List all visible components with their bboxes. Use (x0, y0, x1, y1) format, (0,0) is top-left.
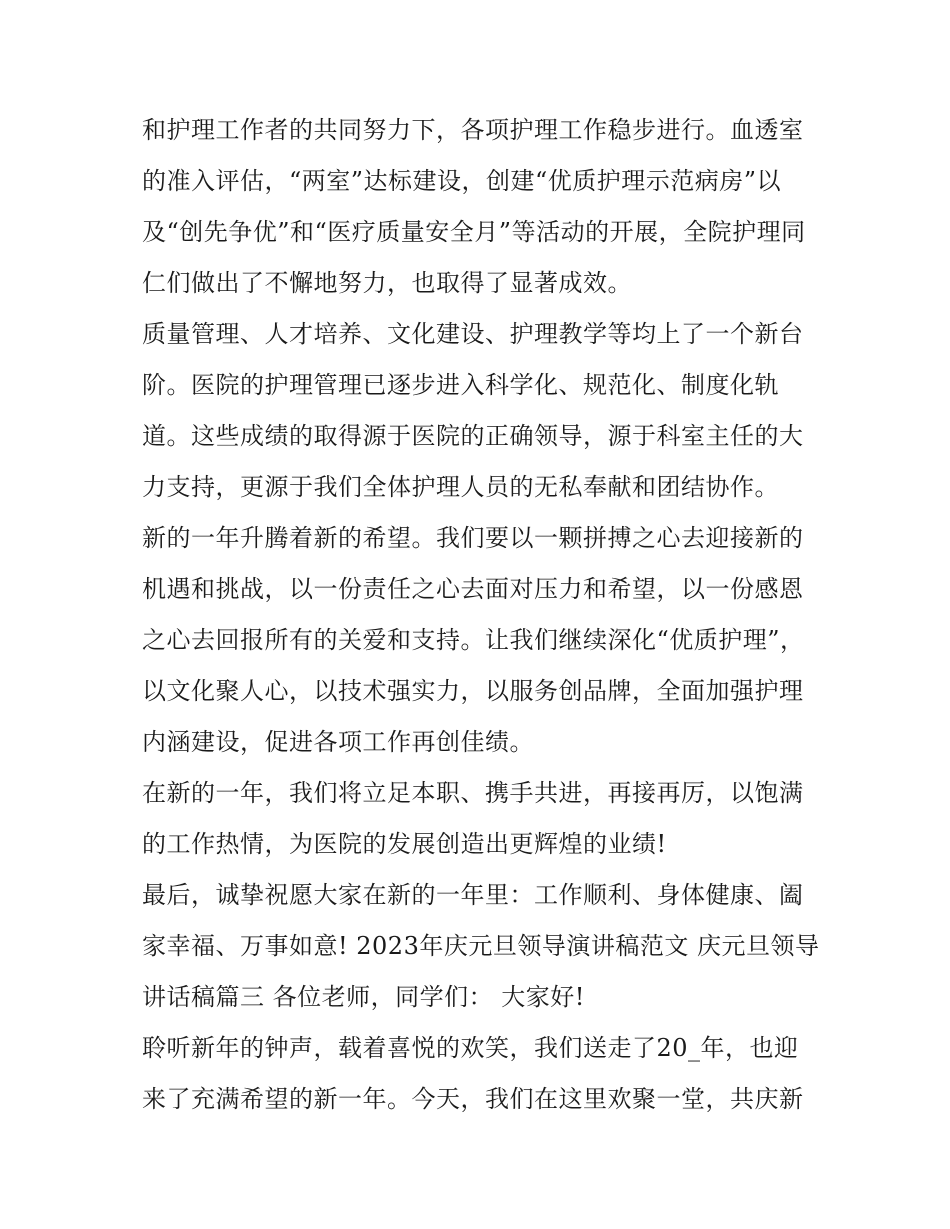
text-line: 机遇和挑战，以一份责任之心去面对压力和希望，以一份感恩 (142, 575, 804, 603)
paragraph-6 (142, 1023, 822, 1125)
text-line: 来了充满希望的新一年。今天，我们在这里欢聚一堂，共庆新 (142, 1085, 804, 1113)
paragraph-4 (142, 768, 822, 870)
paragraph-3 (142, 513, 822, 768)
text-line: 和护理工作者的共同努力下，各项护理工作稳步进行。血透室 (142, 116, 804, 144)
text-line: 内涵建设，促进各项工作再创佳绩。 (142, 728, 534, 756)
text-line: 讲话稿篇三 各位老师，同学们： 大家好! (142, 983, 585, 1011)
text-line: 之心去回报所有的关爱和支持。让我们继续深化“优质护理”， (142, 626, 805, 654)
paragraph-5 (142, 870, 822, 1023)
body-text (142, 105, 822, 1125)
text-line: 的准入评估，“两室”达标建设，创建“优质护理示范病房”以 (142, 167, 782, 195)
text-line: 在新的一年，我们将立足本职、携手共进，再接再厉，以饱满 (142, 779, 804, 807)
text-line: 道。这些成绩的取得源于医院的正确领导，源于科室主任的大 (142, 422, 804, 450)
text-line: 聆听新年的钟声，载着喜悦的欢笑，我们送走了20_年，也迎 (142, 1034, 799, 1062)
paragraph-2 (142, 309, 822, 513)
paragraph-1 (142, 105, 822, 309)
text-line: 阶。医院的护理管理已逐步进入科学化、规范化、制度化轨 (142, 371, 779, 399)
text-line: 家幸福、万事如意! 2023年庆元旦领导演讲稿范文 庆元旦领导 (142, 932, 820, 960)
text-line: 最后，诚挚祝愿大家在新的一年里：工作顺利、身体健康、阖 (142, 881, 804, 909)
text-line: 质量管理、人才培养、文化建设、护理教学等均上了一个新台 (142, 320, 804, 348)
text-line: 力支持，更源于我们全体护理人员的无私奉献和团结协作。 (142, 473, 779, 501)
text-line: 仁们做出了不懈地努力，也取得了显著成效。 (142, 269, 632, 297)
text-line: 及“创先争优”和“医疗质量安全月”等活动的开展，全院护理同 (142, 218, 806, 246)
text-line: 的工作热情，为医院的发展创造出更辉煌的业绩! (142, 830, 667, 858)
text-line: 以文化聚人心，以技术强实力，以服务创品牌，全面加强护理 (142, 677, 804, 705)
text-line: 新的一年升腾着新的希望。我们要以一颗拼搏之心去迎接新的 (142, 524, 804, 552)
